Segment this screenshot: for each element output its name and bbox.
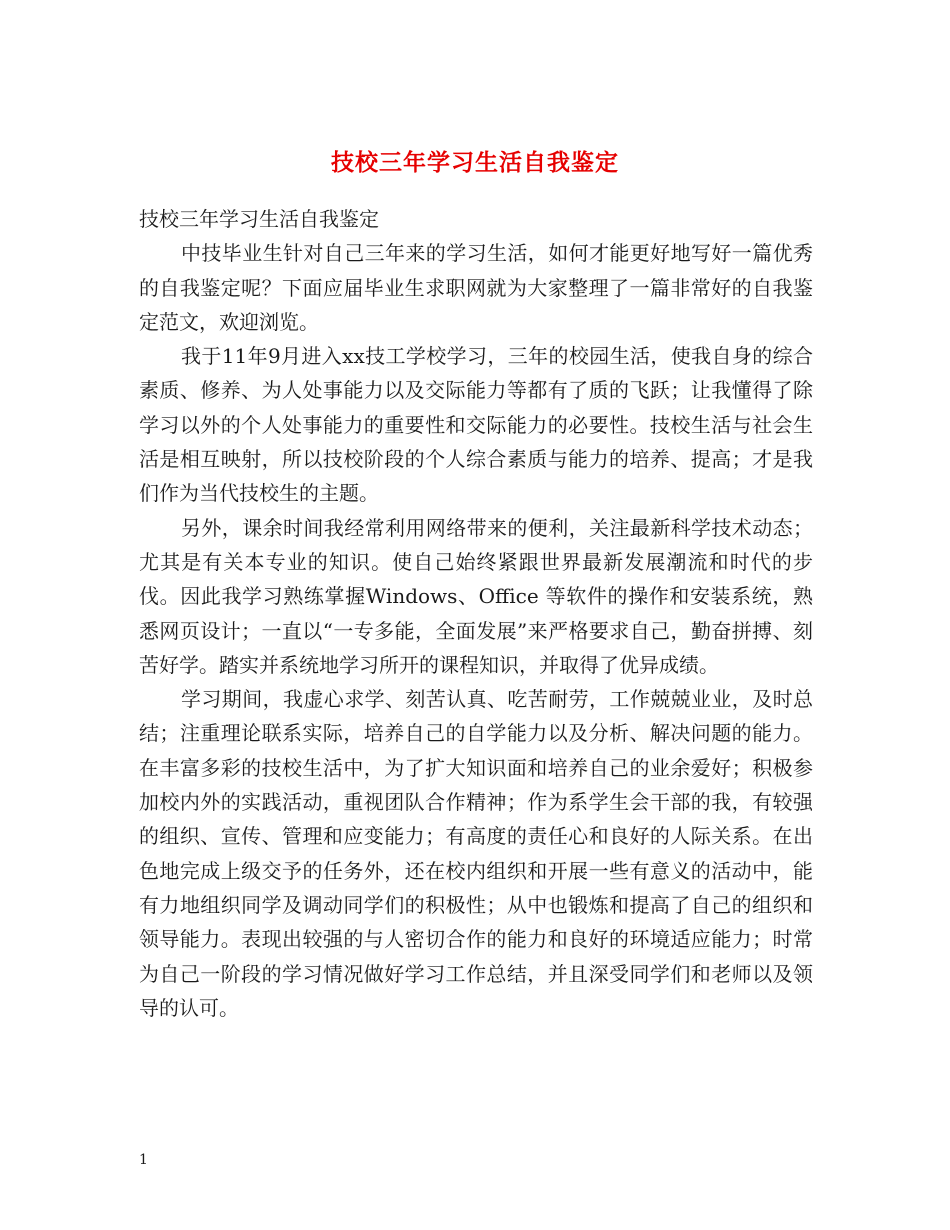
paragraph-school-life: 我于11年9月进入xx技工学校学习，三年的校园生活，使我自身的综合素质、修养、为人处事能力以及交际能力等都有了质的飞跃；让我懂得了除学习以外的个人处事能力的重要性和交际能力的必要性。技校生活与社会生活是相互映射，所以技校阶段的个人综合素质与能力的培养、提高；才是我们作为当代技校生的主题。 (139, 344, 813, 506)
paragraph-study-period: 学习期间，我虚心求学、刻苦认真、吃苦耐劳，工作兢兢业业，及时总结；注重理论联系实际，培养自己的自学能力以及分析、解决问题的能力。在丰富多彩的技校生活中，为了扩大知识面和培养自己的业余爱好；积极参加校内外的实践活动，重视团队合作精神；作为系学生会干部的我，有较强的组织、宣传、管理和应变能力；有高度的责任心和良好的人际关系。在出色地完成上级交予的任务外，还在校内组织和开展一些有意义的活动中，能有力地组织同学及调动同学们的积极性；从中也锻炼和提高了自己的组织和领导能力。表现出较强的与人密切合作的能力和良好的环境适应能力；时常为自己一阶段的学习情况做好学习工作总结，并且深受同学们和老师以及领导的认可。 (139, 687, 813, 1020)
document-title: 技校三年学习生活自我鉴定 (331, 149, 619, 177)
paragraph-intro: 中技毕业生针对自己三年来的学习生活，如何才能更好地写好一篇优秀的自我鉴定呢？下面应届毕业生求职网就为大家整理了一篇非常好的自我鉴定范文，欢迎浏览。 (139, 241, 813, 334)
document-body (139, 202, 813, 1025)
document-subtitle: 技校三年学习生活自我鉴定 (139, 207, 379, 231)
page-number: 1 (139, 1152, 148, 1168)
paragraph-extracurricular: 另外，课余时间我经常利用网络带来的便利，关注最新科学技术动态；尤其是有关本专业的知识。使自己始终紧跟世界最新发展潮流和时代的步伐。因此我学习熟练掌握Windows、Office 等软件的操作和安装系统，熟悉网页设计；一直以“一专多能，全面发展”来严格要求自己，勤奋拼搏、刻苦好学。踏实并系统地学习所开的课程知识，并取得了优异成绩。 (139, 515, 813, 677)
